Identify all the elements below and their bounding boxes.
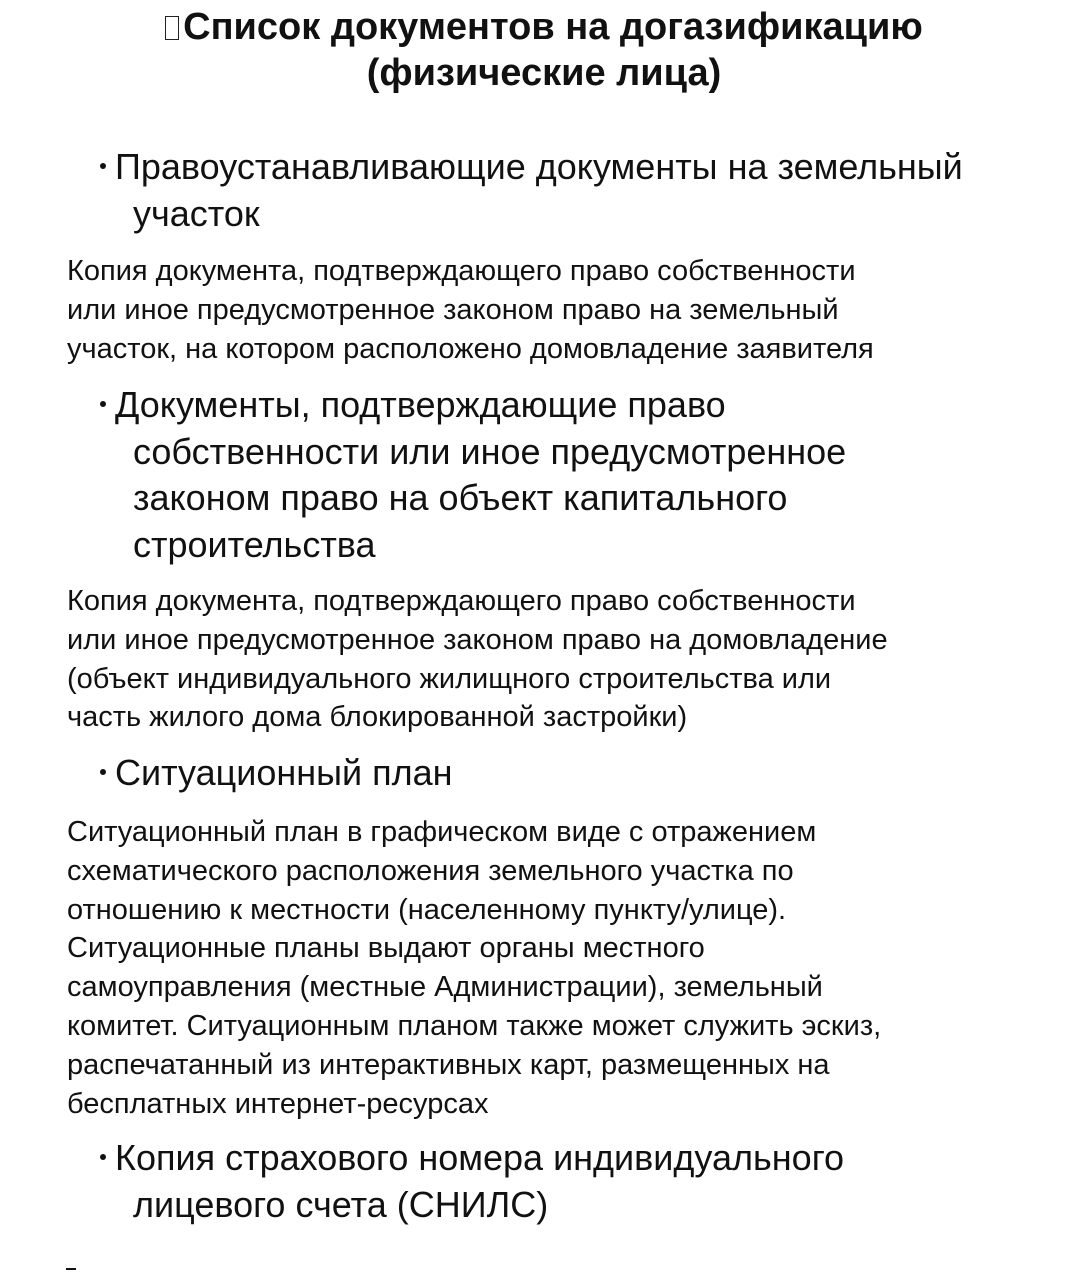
section-1-body — [67, 252, 1057, 368]
section-2-heading — [100, 382, 1060, 568]
heading-line — [100, 750, 1060, 797]
heading-line: строительства — [133, 523, 376, 565]
heading-text: Копия страхового номера индивидуального — [115, 1137, 845, 1178]
body-line: отношению к местности (населенному пункту/улице). — [67, 893, 787, 926]
heading-line: участок — [133, 192, 260, 234]
section-2-body — [67, 582, 1057, 737]
heading-text: Документы, подтверждающие право — [115, 384, 726, 425]
body-line: (объект индивидуального жилищного строительства или — [67, 662, 832, 695]
body-line: Ситуационные планы выдают органы местного — [67, 932, 705, 965]
title-line-1 — [0, 4, 1088, 50]
title-line-2: (физические лица) — [366, 52, 722, 94]
body-line: участок, на котором расположено домовладение заявителя — [67, 332, 874, 365]
body-line: распечатанный из интерактивных карт, размещенных на — [67, 1048, 830, 1081]
bullet-icon — [100, 163, 106, 169]
dash-mark — [66, 1268, 76, 1270]
heading-line: собственности или иное предусмотренное — [133, 430, 847, 472]
body-line: Копия документа, подтверждающего право собственности — [67, 585, 856, 617]
heading-line: законом право на объект капитального — [133, 477, 788, 518]
body-line: или иное предусмотренное законом право на земельный — [67, 293, 839, 326]
body-line: Копия документа, подтверждающего право собственности — [67, 255, 856, 287]
heading-text: Правоустанавливающие документы на земельный — [115, 146, 963, 187]
section-4-heading — [100, 1135, 1060, 1228]
body-line: схематического расположения земельного участка по — [67, 854, 794, 887]
body-line: самоуправления (местные Администрации), земельный — [67, 971, 823, 1004]
heading-line — [100, 144, 1060, 191]
body-line: комитет. Ситуационным планом также может служить эскиз, — [67, 1009, 882, 1042]
heading-line — [100, 1135, 1060, 1182]
body-line: или иное предусмотренное законом право на домовладение — [67, 623, 888, 656]
body-line: часть жилого дома блокированной застройки) — [67, 701, 688, 734]
section-3-body — [67, 813, 1057, 1123]
body-line: бесплатных интернет-ресурсах — [67, 1087, 489, 1120]
body-line: Ситуационный план в графическом виде с отражением — [67, 816, 817, 848]
section-1-heading — [100, 144, 1060, 237]
section-3-heading — [100, 750, 1060, 797]
title-text-1: Список документов на догазификацию — [183, 6, 923, 48]
bullet-icon — [100, 401, 106, 407]
heading-line: лицевого счета (СНИЛС) — [133, 1183, 549, 1225]
bullet-icon — [100, 1154, 106, 1160]
heading-text: Ситуационный план — [115, 752, 453, 793]
missing-glyph-icon — [165, 16, 179, 40]
heading-line — [100, 382, 1060, 429]
page-title — [0, 4, 1088, 96]
bullet-icon — [100, 769, 106, 775]
